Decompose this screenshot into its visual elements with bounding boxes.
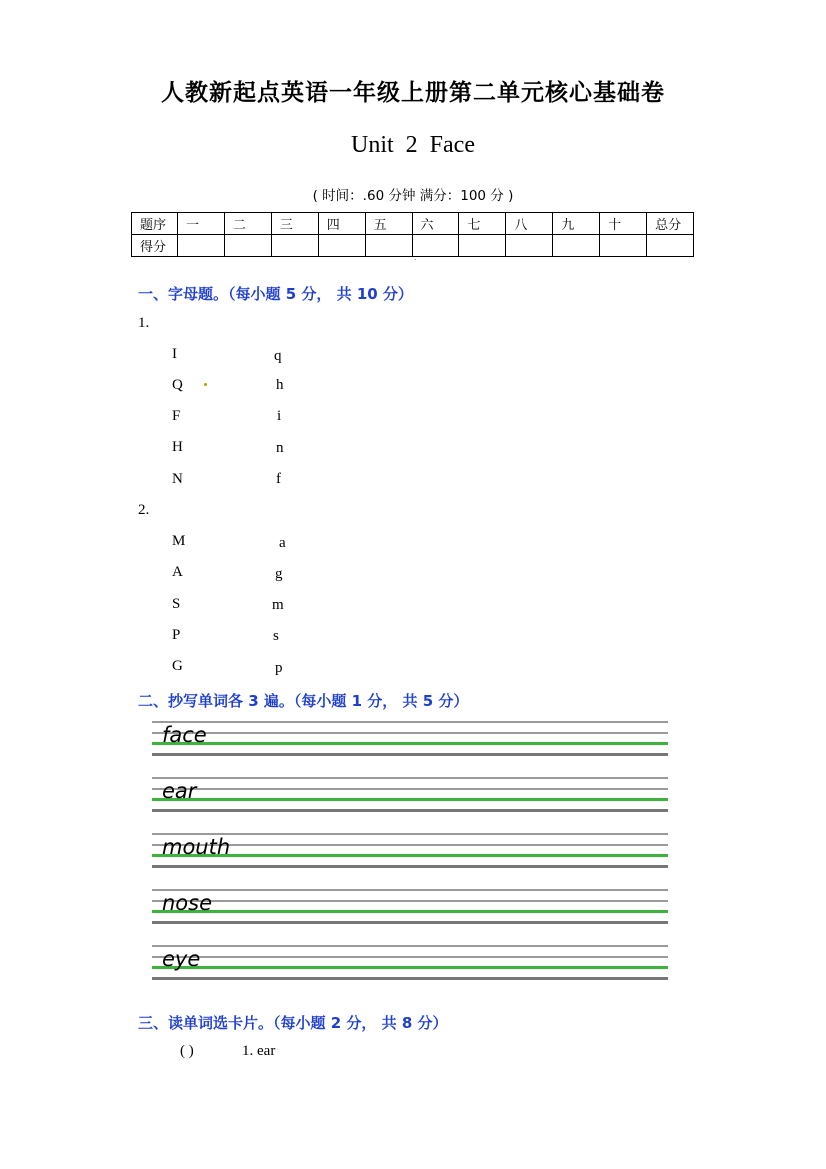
section1-heading: 一、字母题。（每小题 5 分， 共 10 分） [138,285,413,303]
guide-line-base [152,966,668,969]
q2-left-letter[interactable]: S [172,596,181,612]
copy-word: face [162,723,207,747]
score-input-cell[interactable] [506,235,553,257]
q2-left-letter[interactable]: M [172,533,186,549]
q2-right-letter[interactable]: p [275,660,283,676]
score-header-cell: 题序 [132,213,178,235]
score-header-cell: 三 [271,213,318,235]
score-table-score-row [132,235,694,257]
q1-right-letter[interactable]: n [276,440,284,456]
unit-subtitle: Unit 2 Face [351,132,475,158]
writing-lines-ear[interactable] [152,775,668,817]
section3-heading: 三、读单词选卡片。（每小题 2 分， 共 8 分） [138,1014,448,1032]
guide-line-base [152,798,668,801]
guide-line-top [152,945,668,947]
q1-left-letter[interactable]: I [172,346,177,362]
guide-line-upper [152,732,668,734]
score-header-cell: 总分 [647,213,694,235]
score-header-cell: 二 [224,213,271,235]
q1-right-letter[interactable]: f [276,471,281,487]
time-info: ( 时间：.60 分钟 满分：100 分 ) [312,188,514,204]
copy-word: ear [162,779,197,803]
q2-right-letter[interactable]: s [273,628,279,644]
score-header-cell: 六 [412,213,459,235]
guide-line-top [152,889,668,891]
guide-line-bottom [152,809,668,812]
q2-left-letter[interactable]: A [172,564,183,580]
q1-right-letter[interactable]: i [277,408,282,424]
section1-q1-number: 1. [138,315,150,331]
q1-left-letter[interactable]: F [172,408,181,424]
score-input-cell[interactable] [647,235,694,257]
q1-left-letter[interactable]: Q [172,377,183,393]
score-header-cell: 十 [600,213,647,235]
q2-right-letter[interactable]: g [275,566,283,582]
guide-line-base [152,742,668,745]
score-table [131,212,694,257]
score-input-cell[interactable] [224,235,271,257]
score-header-cell: 四 [318,213,365,235]
score-input-cell[interactable] [318,235,365,257]
score-input-cell[interactable] [365,235,412,257]
stray-dot: . [414,253,417,262]
section3-question-1 [180,1043,275,1060]
question-text: 1. ear [242,1043,276,1059]
guide-line-base [152,910,668,913]
score-input-cell[interactable] [459,235,506,257]
q1-left-letter[interactable]: N [172,471,183,487]
guide-line-upper [152,956,668,958]
score-header-cell: 五 [365,213,412,235]
guide-line-top [152,777,668,779]
q1-right-letter[interactable]: h [276,377,284,393]
copy-word: nose [162,891,213,915]
q1-left-letter[interactable]: H [172,439,183,455]
score-header-cell: 一 [178,213,225,235]
score-input-cell[interactable] [412,235,459,257]
score-input-cell[interactable] [553,235,600,257]
copy-word: eye [162,947,201,971]
section2-heading: 二、抄写单词各 3 遍。（每小题 1 分， 共 5 分） [138,692,469,710]
score-input-cell[interactable] [600,235,647,257]
q2-left-letter[interactable]: P [172,627,181,643]
copy-word: mouth [162,835,231,859]
score-input-cell[interactable] [178,235,225,257]
q2-right-letter[interactable]: m [272,597,284,613]
section1-q2-number: 2. [138,502,150,518]
guide-line-bottom [152,865,668,868]
q2-right-letter[interactable]: a [279,535,286,551]
writing-lines-nose[interactable] [152,887,668,929]
writing-lines-mouth[interactable] [152,831,668,873]
score-header-cell: 七 [459,213,506,235]
guide-line-upper [152,900,668,902]
q1-right-letter[interactable]: q [274,348,282,364]
guide-line-top [152,721,668,723]
score-input-cell[interactable] [271,235,318,257]
writing-lines-eye[interactable] [152,943,668,985]
guide-line-upper [152,788,668,790]
guide-line-bottom [152,977,668,980]
answer-paren[interactable]: ( ) [180,1043,194,1059]
score-row-label: 得分 [132,235,178,257]
page-title: 人教新起点英语一年级上册第二单元核心基础卷 [161,80,665,106]
stray-mark [204,383,207,386]
score-table-header-row [132,213,694,235]
score-header-cell: 九 [553,213,600,235]
score-header-cell: 八 [506,213,553,235]
q2-left-letter[interactable]: G [172,658,183,674]
writing-lines-face[interactable] [152,719,668,761]
guide-line-bottom [152,753,668,756]
guide-line-bottom [152,921,668,924]
